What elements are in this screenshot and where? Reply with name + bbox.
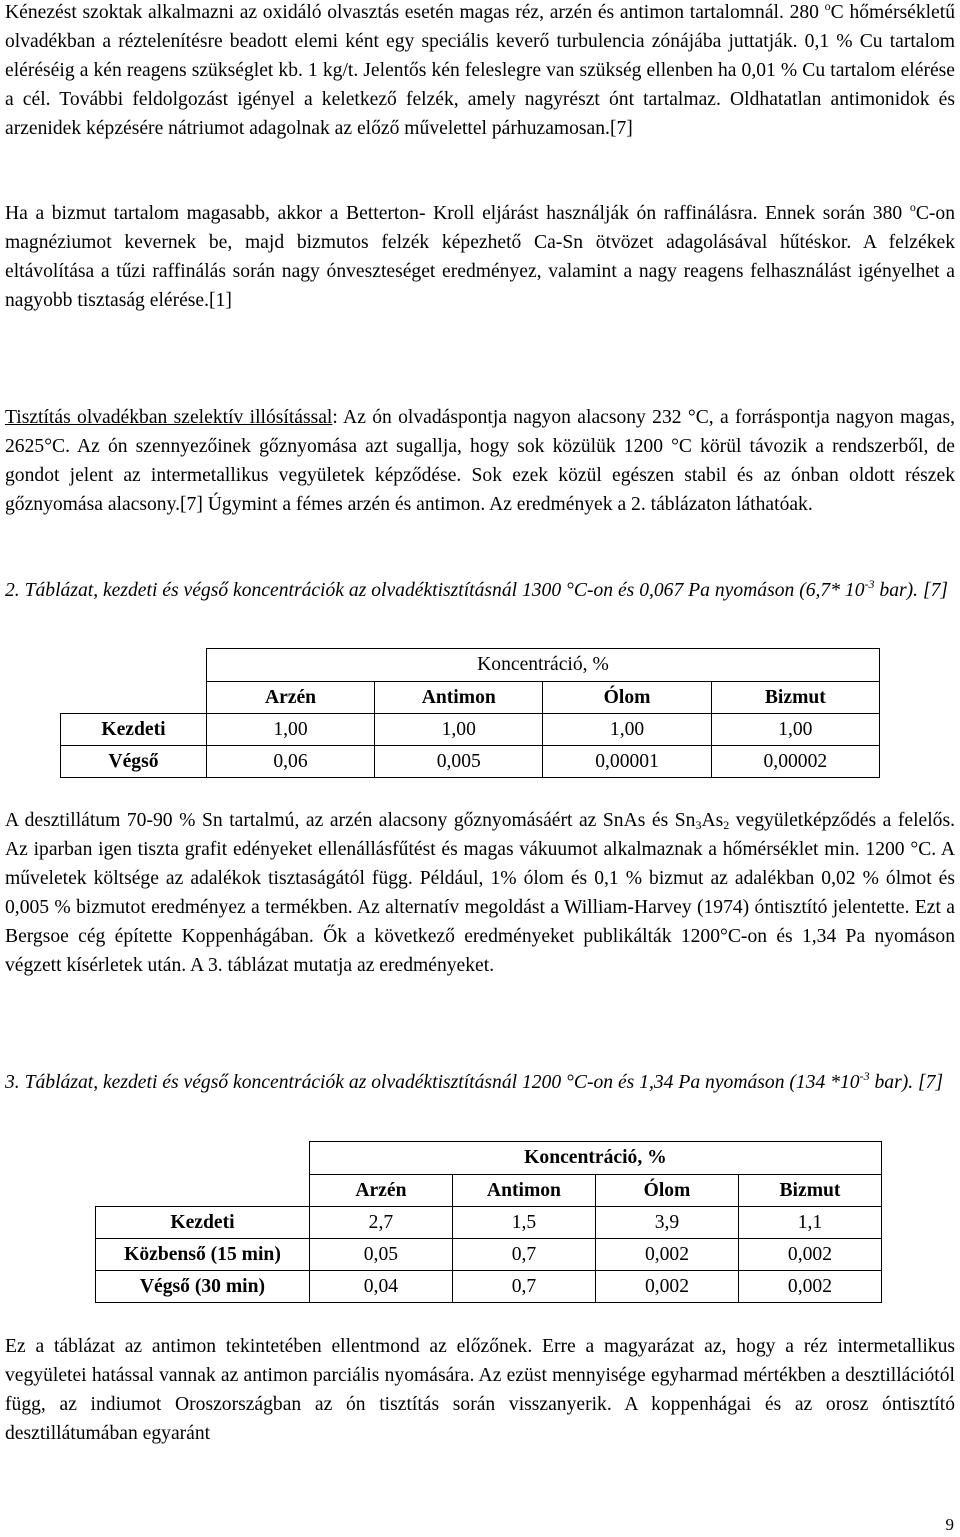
- paragraph-text: Kénezést szoktak alkalmazni az oxidáló olvasztás esetén magas réz, arzén és antimon tartalomnál. 280: [5, 2, 825, 23]
- table-cell: 1,1: [738, 1207, 881, 1239]
- table-group-header: Koncentráció, %: [206, 649, 879, 682]
- row-label: Kezdeti: [61, 714, 207, 746]
- table-column-row: [61, 682, 880, 714]
- column-header: Antimon: [452, 1175, 595, 1207]
- empty-cell: [96, 1175, 310, 1207]
- table-row: [96, 1207, 882, 1239]
- paragraph-text: A desztillátum 70-90 % Sn tartalmú, az arzén alacsony gőznyomásáért az SnAs és Sn: [5, 810, 696, 831]
- table-cell: 1,00: [711, 714, 879, 746]
- table-cell: 3,9: [596, 1207, 739, 1239]
- formula-subscript: 3: [695, 818, 702, 832]
- table-row: [61, 714, 880, 746]
- page-number: 9: [945, 1515, 954, 1534]
- table-row: [96, 1271, 882, 1303]
- table-cell: 2,7: [309, 1207, 452, 1239]
- table2: [60, 648, 880, 778]
- formula-subscript: 2: [723, 818, 730, 832]
- column-header: Ólom: [543, 682, 711, 714]
- column-header: Antimon: [375, 682, 543, 714]
- column-header: Arzén: [309, 1175, 452, 1207]
- table-header-row: [96, 1142, 882, 1175]
- row-label: Kezdeti: [96, 1207, 310, 1239]
- empty-cell: [96, 1142, 310, 1175]
- table-cell: 1,5: [452, 1207, 595, 1239]
- paragraph-text: C-on magnéziumot kevernek be, majd bizmutos felzék képezhető Ca-Sn ötvözet adagolásával hűtéskor. A felzékek eltávolítása a tűzi raffinálás során nagy ónveszteséget eredményez, valamint a nagy reagens felhasználást igényelhet a nagyobb tisztaság elérése.[1]: [5, 203, 955, 311]
- caption-text: bar). [7]: [874, 580, 949, 601]
- column-header: Ólom: [596, 1175, 739, 1207]
- paragraph-betterton-kroll: [5, 199, 955, 315]
- degree-superscript: o: [909, 200, 916, 214]
- row-label: Végső: [61, 746, 207, 778]
- table-header-row: [61, 649, 880, 682]
- caption-text: bar). [7]: [869, 1072, 944, 1093]
- paragraph-selective-volatilization: [5, 403, 955, 519]
- paragraph-text: : Az ón olvadáspontja nagyon alacsony 232 °C, a forráspontja nagyon magas, 2625°C. Az ón szennyezőinek gőznyomása azt sugallja, hogy sok közülük 1200 °C körül távozik a rendszerből, de gondot jelent az intermetallikus vegyületek képződése. Sok ezek közül egészen stabil és az ónban oldott részek gőznyomása alacsony.[7] Úgymint a fémes arzén és antimon. Az eredmények a 2. táblázaton láthatóak.: [5, 407, 955, 515]
- paragraph-sulfur-refining: [5, 0, 955, 143]
- table-cell: 0,005: [375, 746, 543, 778]
- table-cell: 0,04: [309, 1271, 452, 1303]
- table3-caption: [5, 1068, 955, 1097]
- paragraph-antimony-contradiction: [5, 1332, 955, 1448]
- table-cell: 0,002: [738, 1271, 881, 1303]
- table-row: [61, 746, 880, 778]
- table-cell: 0,002: [596, 1239, 739, 1271]
- paragraph-text: As: [701, 810, 724, 831]
- empty-cell: [61, 682, 207, 714]
- table-column-row: [96, 1175, 882, 1207]
- paragraph-text: Ez a táblázat az antimon tekintetében ellentmond az előzőnek. Erre a magyarázat az, hogy a réz intermetallikus vegyületei hatással vannak az antimon parciális nyomására. Az ezüst mennyisége egyharmad mértékben a desztillációtól függ, az indiumot Oroszországban az ón tisztítás során visszanyerik. A koppenhágai és az orosz óntisztító desztillátumában egyaránt: [5, 1336, 955, 1444]
- table-cell: 0,00001: [543, 746, 711, 778]
- table-cell: 0,06: [206, 746, 374, 778]
- table-cell: 0,7: [452, 1271, 595, 1303]
- section-heading: Tisztítás olvadékban szelektív illósítással: [5, 407, 333, 428]
- degree-superscript: o: [824, 0, 831, 13]
- table-cell: 1,00: [543, 714, 711, 746]
- column-header: Bizmut: [711, 682, 879, 714]
- column-header: Bizmut: [738, 1175, 881, 1207]
- paragraph-text: C hőmérsékletű olvadékban a réztelenítésre beadott elemi ként egy speciális keverő turbulencia zónájába juttatják. 0,1 % Cu tartalom eléréséig a kén reagens szükséglet kb. 1 kg/t. Jelentős kén feleslegre van szükség ellenben ha 0,01 % Cu tartalom elérése a cél. További feldolgozást igényel a keletkező felzék, amely nagyrészt ónt tartalmaz. Oldhatatlan antimonidok és arzenidek képzésére nátriumot adagolnak az előző művelettel párhuzamosan.[7]: [5, 2, 955, 139]
- row-label: Végső (30 min): [96, 1271, 310, 1303]
- column-header: Arzén: [206, 682, 374, 714]
- table2-caption: [5, 576, 955, 605]
- table-cell: 1,00: [375, 714, 543, 746]
- table-cell: 0,002: [596, 1271, 739, 1303]
- table-cell: 0,7: [452, 1239, 595, 1271]
- table-group-header: Koncentráció, %: [309, 1142, 881, 1175]
- paragraph-distillate: [5, 806, 955, 980]
- table3: [95, 1141, 882, 1303]
- table-cell: 0,05: [309, 1239, 452, 1271]
- table-cell: 0,002: [738, 1239, 881, 1271]
- caption-superscript: -3: [864, 577, 875, 591]
- caption-text: 2. Táblázat, kezdeti és végső koncentrációk az olvadéktisztításnál 1300 °C-on és 0,067 Pa nyomáson (6,7* 10: [5, 580, 865, 601]
- caption-text: 3. Táblázat, kezdeti és végső koncentrációk az olvadéktisztításnál 1200 °C-on és 1,34 Pa nyomáson (134 *10: [5, 1072, 860, 1093]
- table-row: [96, 1239, 882, 1271]
- table-cell: 1,00: [206, 714, 374, 746]
- paragraph-text: vegyületképződés a felelős. Az iparban igen tiszta grafit edényeket ellenállásfűtést és magas vákuumot alkalmaznak a hőmérséklet min. 1200 °C. A műveletek költsége az adalékok tisztaságától függ. Például, 1% ólom és 0,1 % bizmut az adalékban 0,02 % ólmot és 0,005 % bizmutot eredményez a termékben. Az alternatív megoldást a William-Harvey (1974) óntisztító jelentette. Ezt a Bergsoe cég építette Koppenhágában. Ők a következő eredményeket publikálták 1200°C-on és 1,34 Pa nyomáson végzett kísérletek után. A 3. táblázat mutatja az eredményeket.: [5, 810, 955, 976]
- empty-cell: [61, 649, 207, 682]
- paragraph-text: Ha a bizmut tartalom magasabb, akkor a Betterton- Kroll eljárást használják ón raffinálásra. Ennek során 380: [5, 203, 910, 224]
- row-label: Közbenső (15 min): [96, 1239, 310, 1271]
- table-cell: 0,00002: [711, 746, 879, 778]
- caption-superscript: -3: [859, 1069, 870, 1083]
